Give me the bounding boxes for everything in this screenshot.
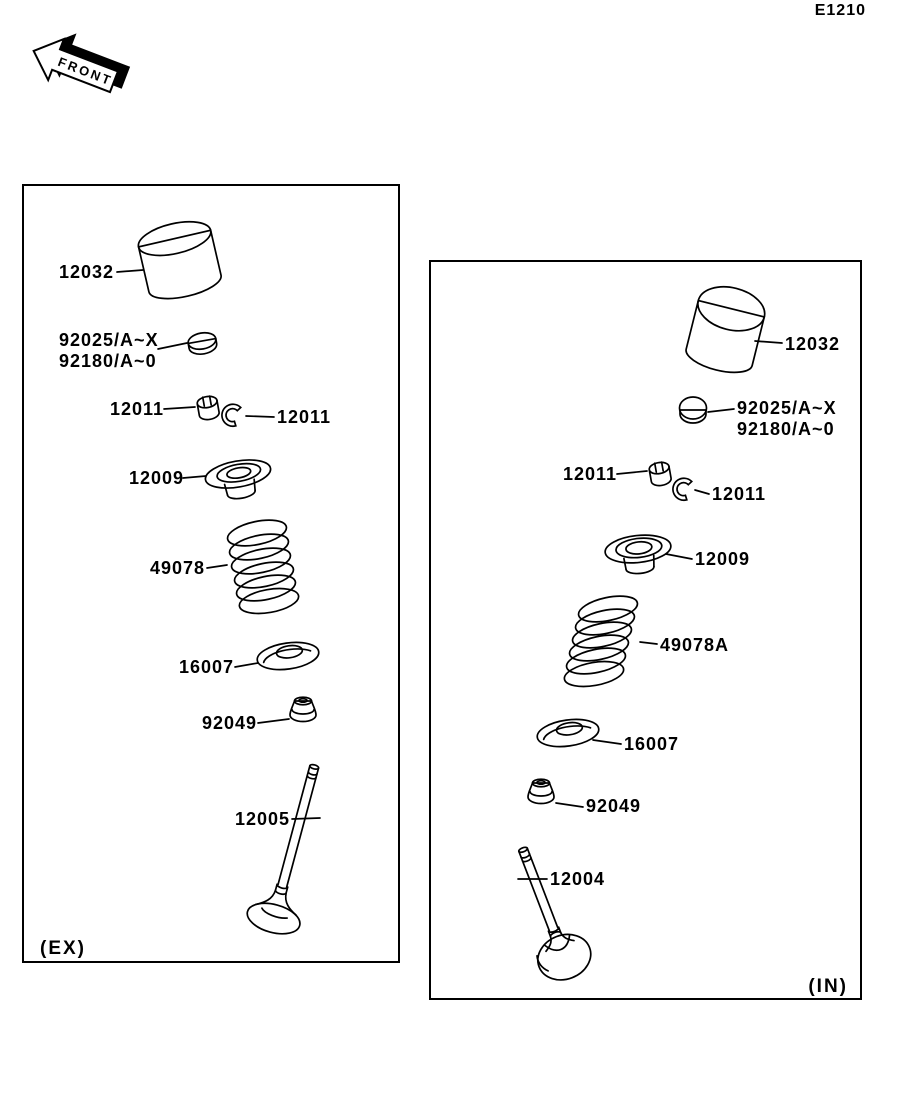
in-caption: (IN) — [808, 976, 848, 997]
in-valve-drawing — [497, 838, 597, 987]
ex-keeper-right-label: 12011 — [277, 407, 332, 427]
ex-split-keeper-left-drawing — [196, 395, 220, 421]
ex-split-keeper-right-drawing — [219, 402, 241, 428]
in-shim-drawing — [680, 397, 707, 423]
in-seat-label: 16007 — [624, 734, 680, 754]
leader-line — [666, 554, 692, 559]
exhaust-parts-drawing — [24, 186, 398, 961]
in-split-keeper-right-drawing — [670, 476, 692, 502]
leader-line — [755, 341, 782, 343]
intake-valve-box — [429, 260, 862, 1000]
front-direction-arrow — [8, 4, 133, 109]
ex-shim-label-line2: 92180/A~0 — [59, 351, 157, 371]
in-keeper-right-label: 12011 — [712, 484, 767, 504]
leader-line — [617, 471, 647, 474]
leader-line — [246, 416, 274, 417]
in-valve-lifter-drawing — [683, 280, 769, 378]
page-code: E1210 — [814, 2, 866, 19]
in-spring-retainer-drawing — [604, 532, 674, 577]
ex-keeper-left-label: 12011 — [110, 399, 165, 419]
in-spring-seat-drawing — [535, 716, 600, 750]
leader-line — [708, 409, 734, 412]
in-valve-spring-drawing — [562, 592, 639, 691]
in-seal-label: 92049 — [586, 796, 642, 816]
leader-line — [258, 719, 289, 723]
ex-valve-label: 12005 — [235, 809, 291, 829]
leader-line — [183, 476, 206, 478]
ex-seal-label: 92049 — [202, 713, 258, 733]
in-split-keeper-left-drawing — [648, 461, 672, 487]
intake-parts-drawing — [431, 262, 860, 998]
leader-line — [292, 818, 320, 819]
ex-shim-label-line1: 92025/A~X — [59, 330, 159, 350]
in-tappet-label: 12032 — [785, 334, 841, 354]
in-shim-label-line2: 92180/A~0 — [737, 419, 835, 439]
exhaust-valve-box — [22, 184, 400, 963]
leader-line — [158, 343, 187, 349]
leader-line — [117, 270, 143, 272]
ex-spring-seat-drawing — [255, 639, 320, 673]
front-arrow-label: FRONT — [55, 54, 115, 89]
in-keeper-left-label: 12011 — [563, 464, 618, 484]
leader-line — [593, 740, 621, 744]
in-valve-label: 12004 — [550, 869, 606, 889]
ex-valve-drawing — [244, 758, 341, 939]
ex-seat-label: 16007 — [179, 657, 235, 677]
in-retainer-label: 12009 — [695, 549, 751, 569]
ex-spring-retainer-drawing — [203, 455, 275, 503]
leader-line — [695, 490, 709, 494]
leader-line — [235, 663, 258, 667]
ex-valve-stem-seal-drawing — [290, 697, 316, 721]
in-shim-label-line1: 92025/A~X — [737, 398, 837, 418]
ex-tappet-label: 12032 — [58, 262, 114, 282]
leader-line — [640, 642, 657, 644]
ex-shim-drawing — [187, 331, 218, 357]
ex-caption: (EX) — [40, 938, 86, 959]
leader-line — [207, 565, 227, 568]
leader-line — [164, 407, 195, 409]
in-spring-label: 49078A — [660, 635, 730, 655]
ex-valve-lifter-drawing — [135, 216, 224, 305]
in-valve-stem-seal-drawing — [528, 779, 554, 803]
leader-line — [556, 803, 583, 807]
ex-spring-label: 49078 — [150, 558, 206, 578]
ex-valve-spring-drawing — [225, 516, 300, 618]
ex-retainer-label: 12009 — [129, 468, 185, 488]
